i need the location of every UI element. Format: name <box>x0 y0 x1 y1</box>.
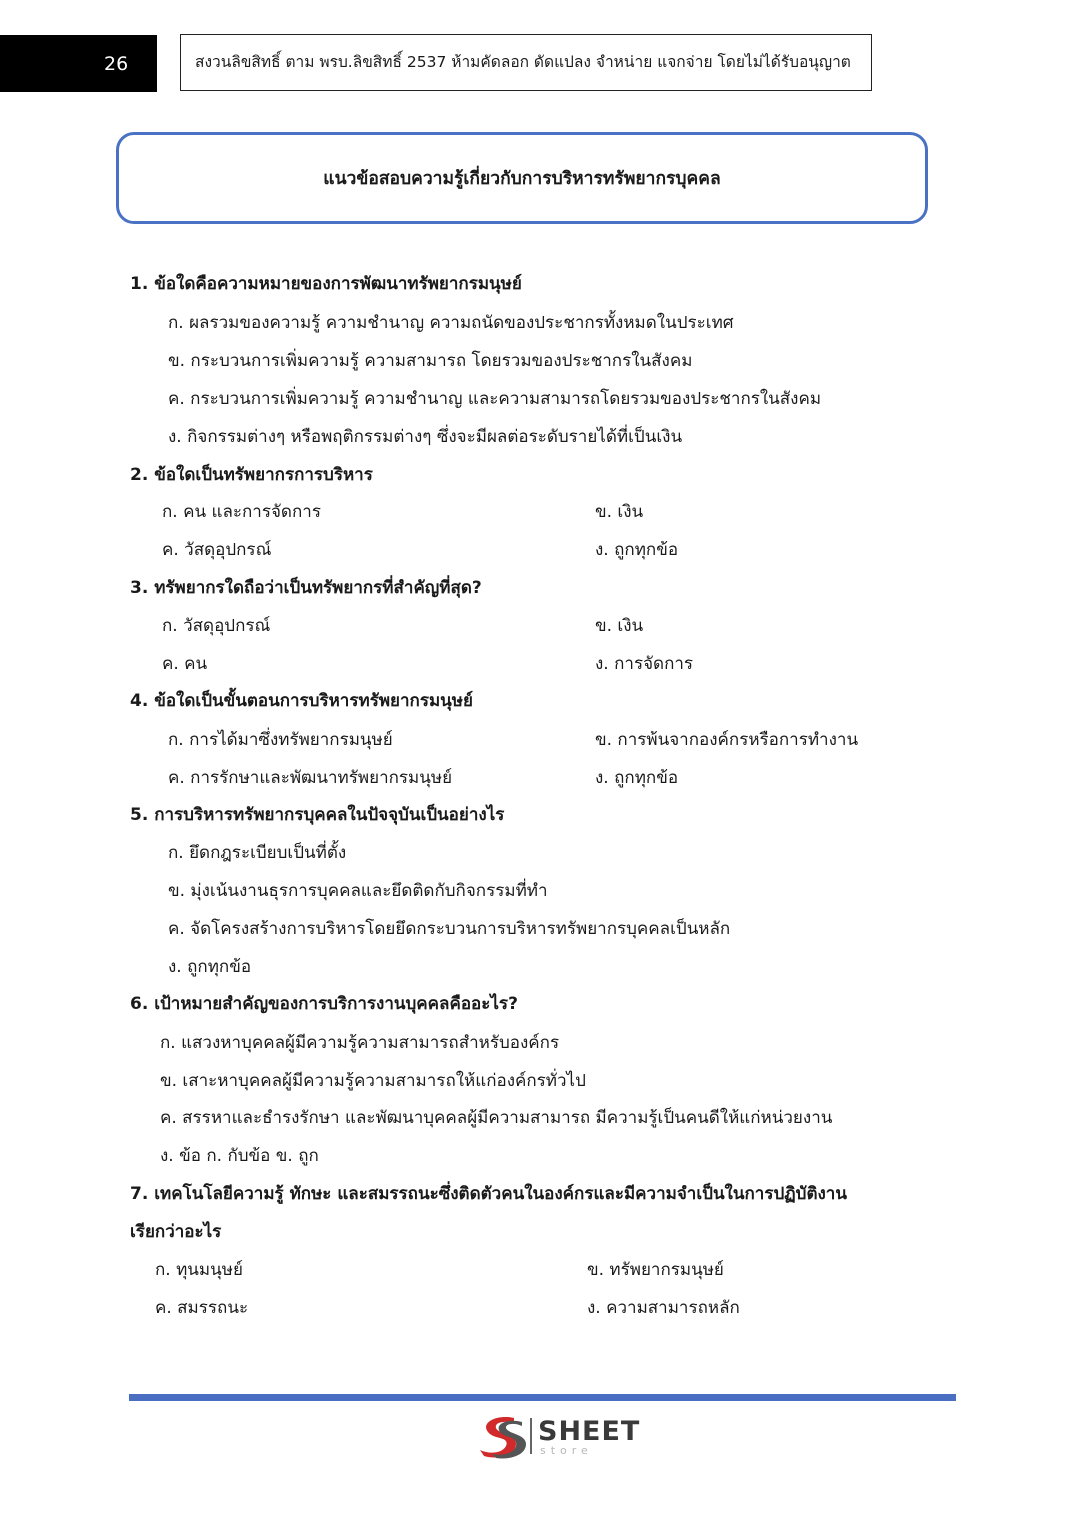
q7-option-d: ง. ความสามารถหลัก <box>587 1298 740 1318</box>
q5-option-a: ก. ยึดกฎระเบียบเป็นที่ตั้ง <box>168 843 347 863</box>
q6-option-b: ข. เสาะหาบุคคลผู้มีความรู้ความสามารถให้แก่องค์กรทั่วไป <box>160 1071 586 1091</box>
q1-option-d: ง. กิจกรรมต่างๆ หรือพฤติกรรมต่างๆ ซึ่งจะมีผลต่อระดับรายได้ที่เป็นเงิน <box>168 427 683 447</box>
q3-option-a: ก. วัสดุอุปกรณ์ <box>162 616 271 636</box>
logo-separator <box>530 1418 532 1454</box>
q6-option-d: ง. ข้อ ก. กับข้อ ข. ถูก <box>160 1146 319 1166</box>
q5-option-b: ข. มุ่งเน้นงานธุรการบุคคลและยึดติดกับกิจกรรมที่ทำ <box>168 881 548 901</box>
q3-option-d: ง. การจัดการ <box>595 654 694 674</box>
q2-option-d: ง. ถูกทุกข้อ <box>595 540 679 560</box>
q6-option-a: ก. แสวงหาบุคคลผู้มีความรู้ความสามารถสำหรับองค์กร <box>160 1033 560 1053</box>
q4-option-a: ก. การได้มาซึ่งทรัพยากรมนุษย์ <box>168 730 393 750</box>
q6-option-c: ค. สรรหาและธำรงรักษา และพัฒนาบุคคลผู้มีความสามารถ มีความรู้เป็นคนดีให้แก่หน่วยงาน <box>160 1108 833 1128</box>
q1-option-b: ข. กระบวนการเพิ่มความรู้ ความสามารถ โดยรวมของประชากรในสังคม <box>168 351 693 371</box>
q4-option-b: ข. การพ้นจากองค์กรหรือการทำงาน <box>595 730 859 750</box>
q2-option-a: ก. คน และการจัดการ <box>162 502 321 522</box>
q3-option-b: ข. เงิน <box>595 616 644 636</box>
question-3: 3. ทรัพยากรใดถือว่าเป็นทรัพยากรที่สำคัญที่สุด? <box>130 578 482 598</box>
question-5: 5. การบริหารทรัพยากรบุคคลในปัจจุบันเป็นอย่างไร <box>130 805 505 825</box>
section-title: แนวข้อสอบความรู้เกี่ยวกับการบริหารทรัพยากรบุคคล <box>323 169 721 189</box>
question-1: 1. ข้อใดคือความหมายของการพัฒนาทรัพยากรมนุษย์ <box>130 274 522 294</box>
section-title-box <box>116 132 928 224</box>
q5-option-c: ค. จัดโครงสร้างการบริหารโดยยึดกระบวนการบริหารทรัพยากรบุคคลเป็นหลัก <box>168 919 731 939</box>
logo-subtext: store <box>540 1444 593 1457</box>
q4-option-c: ค. การรักษาและพัฒนาทรัพยากรมนุษย์ <box>168 768 453 788</box>
q5-option-d: ง. ถูกทุกข้อ <box>168 957 252 977</box>
footer-divider <box>129 1394 956 1401</box>
q1-option-a: ก. ผลรวมของความรู้ ความชำนาญ ความถนัดของประชากรทั้งหมดในประเทศ <box>168 313 734 333</box>
q7-option-b: ข. ทรัพยากรมนุษย์ <box>587 1260 724 1280</box>
question-4: 4. ข้อใดเป็นขั้นตอนการบริหารทรัพยากรมนุษย์ <box>130 691 473 711</box>
copyright-notice: สงวนลิขสิทธิ์ ตาม พรบ.ลิขสิทธิ์ 2537 ห้ามคัดลอก ดัดแปลง จำหน่าย แจกจ่าย โดยไม่ได้รับอนุญาต <box>180 34 872 91</box>
question-7: 7. เทคโนโลยีความรู้ ทักษะ และสมรรถนะซึ่งติดตัวคนในองค์กรและมีความจำเป็นในการปฏิบัติงาน <box>130 1184 847 1204</box>
q2-option-c: ค. วัสดุอุปกรณ์ <box>162 540 272 560</box>
logo-text: SHEET <box>538 1416 641 1447</box>
q7-option-c: ค. สมรรถนะ <box>155 1298 249 1318</box>
q7-option-a: ก. ทุนมนุษย์ <box>155 1260 243 1280</box>
q1-option-c: ค. กระบวนการเพิ่มความรู้ ความชำนาญ และความสามารถโดยรวมของประชากรในสังคม <box>168 389 822 409</box>
q2-option-b: ข. เงิน <box>595 502 644 522</box>
question-2: 2. ข้อใดเป็นทรัพยากรการบริหาร <box>130 465 373 485</box>
q3-option-c: ค. คน <box>162 654 208 674</box>
question-6: 6. เป้าหมายสำคัญของการบริการงานบุคคลคืออะไร? <box>130 994 518 1014</box>
question-7-continued: เรียกว่าอะไร <box>130 1222 222 1242</box>
q4-option-d: ง. ถูกทุกข้อ <box>595 768 679 788</box>
page-number: 26 <box>0 35 157 92</box>
